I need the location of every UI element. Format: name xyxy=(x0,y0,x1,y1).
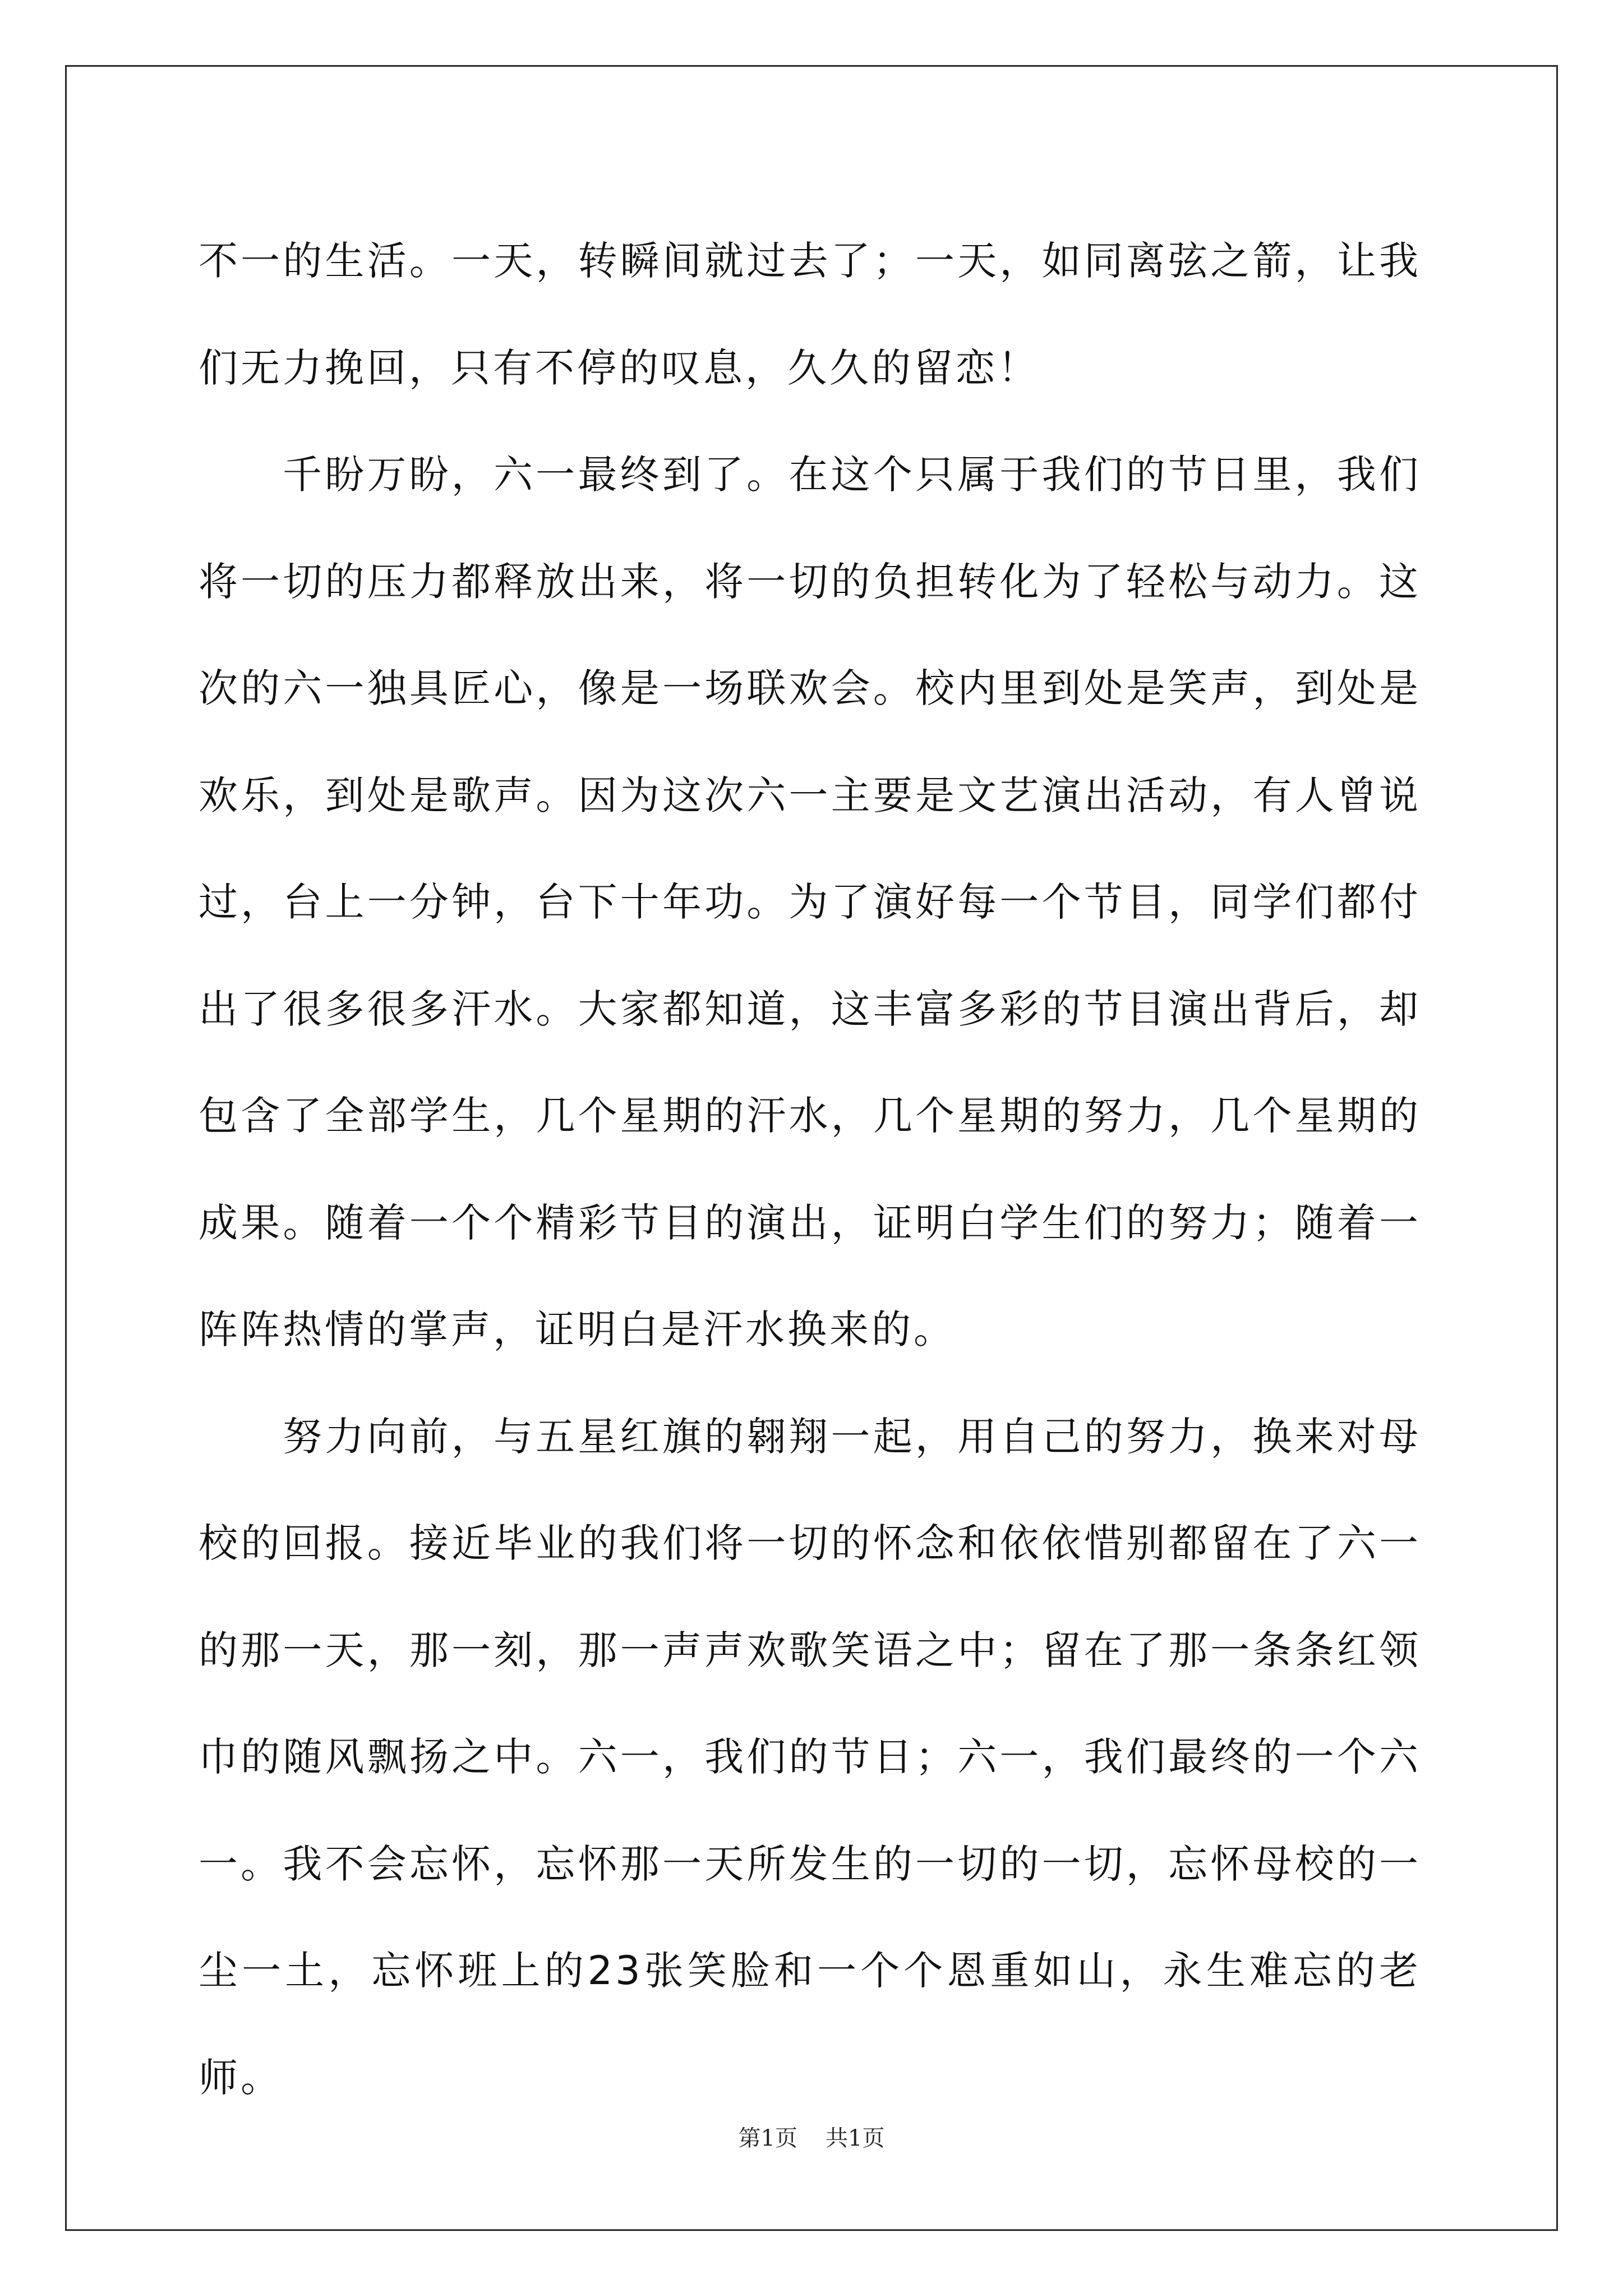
document-body xyxy=(199,208,1421,2131)
paragraph-3: 努力向前，与五星红旗的翱翔一起，用自己的努力，换来对母校的回报。接近毕业的我们将一切的怀念和依依惜别都留在了六一的那一天，那一刻，那一声声欢歌笑语之中；留在了那一条条红领巾的随风飘扬之中。六一，我们的节日；六一，我们最终的一个六一。我不会忘怀，忘怀那一天所发生的一切的一切，忘怀母校的一尘一土，忘怀班上的23张笑脸和一个个恩重如山，永生难忘的老师。 xyxy=(199,1413,1421,2101)
page-number: 第1页 xyxy=(738,2125,797,2151)
paragraph-2: 千盼万盼，六一最终到了。在这个只属于我们的节日里，我们将一切的压力都释放出来，将一切的负担转化为了轻松与动力。这次的六一独具匠心，像是一场联欢会。校内里到处是笑声，到处是欢乐，到处是歌声。因为这次六一主要是文艺演出活动，有人曾说过，台上一分钟，台下十年功。为了演好每一个节目，同学们都付出了很多很多汗水。大家都知道，这丰富多彩的节目演出背后，却包含了全部学生，几个星期的汗水，几个星期的努力，几个星期的成果。随着一个个精彩节目的演出，证明白学生们的努力；随着一阵阵热情的掌声，证明白是汗水换来的。 xyxy=(199,452,1421,1352)
page-total: 共1页 xyxy=(826,2125,885,2151)
paragraph-1: 不一的生活。一天，转瞬间就过去了；一天，如同离弦之箭，让我们无力挽回，只有不停的叹息，久久的留恋！ xyxy=(199,238,1421,391)
page-footer xyxy=(0,2120,1623,2152)
